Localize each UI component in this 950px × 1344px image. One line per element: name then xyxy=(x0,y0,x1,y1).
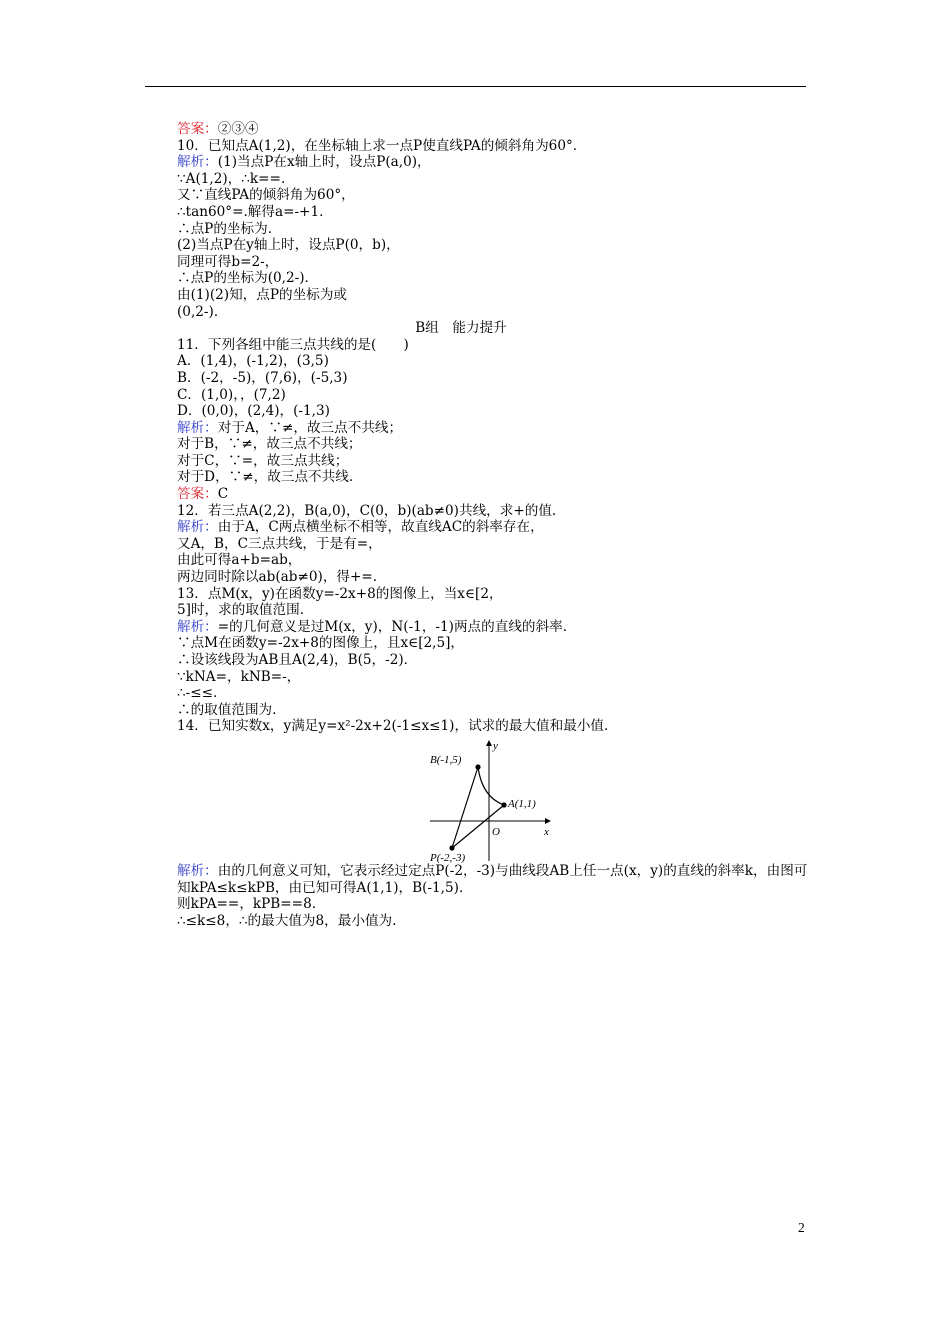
analysis-text: 对于A，∵≠，故三点不共线； xyxy=(217,419,403,436)
q10-line: ∴tan60°=.解得a=-+1. xyxy=(177,203,324,220)
q10-line: ∴点P的坐标为. xyxy=(177,220,273,237)
line-pb xyxy=(452,767,478,848)
q10-line: 由(1)(2)知，点P的坐标为或 xyxy=(177,286,348,303)
answer-label: 答案： xyxy=(177,486,218,503)
analysis-text: (1)当点P在x轴上时，设点P(a,0)， xyxy=(217,154,431,171)
q10-line: (2)当点P在y轴上时，设点P(0，b)， xyxy=(177,237,400,254)
header-rule xyxy=(145,86,806,87)
q14-line: 则kPA==，kPB==8. xyxy=(177,896,317,913)
q13-analysis-line xyxy=(177,619,809,636)
q12-analysis-line xyxy=(177,519,809,536)
q11-answer-line xyxy=(177,486,809,503)
analysis-label: 解析： xyxy=(177,618,218,635)
q14-analysis-line xyxy=(177,863,809,896)
q10-line: ∴点P的坐标为(0,2-)． xyxy=(177,270,319,287)
label-x: x xyxy=(544,825,549,838)
q10-line: 又∵直线PA的倾斜角为60°， xyxy=(177,187,355,204)
q14-figure xyxy=(177,735,809,863)
q12-line: 两边同时除以ab(ab≠0)，得+=. xyxy=(177,569,378,586)
curve-ab xyxy=(478,767,504,805)
q10-analysis-line xyxy=(177,154,809,171)
q12-stem: 12．若三点A(2,2)，B(a,0)，C(0，b)(ab≠0)共线，求+的值. xyxy=(177,502,557,519)
q13-stem: 13．点M(x，y)在函数y=-2x+8的图像上，当x∈[2， xyxy=(177,585,503,602)
q11-line: 对于B，∵≠，故三点不共线； xyxy=(177,436,362,453)
q11-line: 对于C，∵=，故三点共线； xyxy=(177,452,349,469)
q13-line: ∴-≤≤. xyxy=(177,685,218,702)
analysis-text: =的几何意义是过M(x，y)，N(-1，-1)两点的直线的斜率. xyxy=(217,618,568,635)
q10-line: ∵A(1,2)，∴k==. xyxy=(177,170,286,187)
q14-stem: 14．已知实数x，y满足y=x²-2x+2(-1≤x≤1)，试求的最大值和最小值. xyxy=(177,718,609,735)
analysis-text: 由的几何意义可知，它表示经过定点P(-2，-3)与曲线段AB上任一点(x，y)的直线的斜率k，由图可知kPA≤k≤kPB，由已知可得A(1,1)，B(-1,5)． xyxy=(177,862,808,896)
label-y: y xyxy=(493,739,498,752)
label-origin: O xyxy=(492,825,500,838)
q13-line: ∵点M在函数y=-2x+8的图像上，且x∈[2,5]， xyxy=(177,635,465,652)
analysis-label: 解析： xyxy=(177,419,218,436)
page-number: 2 xyxy=(798,1220,805,1235)
label-p: P(-2,-3) xyxy=(430,851,466,863)
q14-line: ∴≤k≤8，∴的最大值为8，最小值为. xyxy=(177,912,397,929)
q13-line: ∵kNA=，kNB=-， xyxy=(177,668,301,685)
q11-option: A．(1,4)，(-1,2)，(3,5) xyxy=(177,353,329,370)
q10-answer-line xyxy=(177,121,809,138)
q11-option: D．(0,0)，(2,4)，(-1,3) xyxy=(177,403,330,420)
q13-line: ∴设该线段为AB且A(2,4)，B(5，-2)． xyxy=(177,652,418,668)
point-a xyxy=(501,802,506,807)
answer-label: 答案： xyxy=(177,121,218,137)
analysis-text: 由于A，C两点横坐标不相等，故直线AC的斜率存在， xyxy=(217,519,544,536)
q11-stem: 11．下列各组中能三点共线的是( ) xyxy=(177,336,409,353)
analysis-label: 解析： xyxy=(177,154,218,171)
section-b-title: B组 能力提升 xyxy=(415,320,507,337)
q12-line: 又A，B，C三点共线，于是有=， xyxy=(177,535,382,552)
q11-line: 对于D，∵≠，故三点不共线. xyxy=(177,469,354,486)
q10-line: 同理可得b=2-， xyxy=(177,253,279,270)
label-a: A(1,1) xyxy=(508,797,536,810)
q11-option: C．(1,0)，，(7,2) xyxy=(177,386,286,403)
analysis-label: 解析： xyxy=(177,862,218,879)
answer-value: C xyxy=(217,486,229,503)
q13-line: ∴的取值范围为. xyxy=(177,701,277,718)
q10-stem: 10．已知点A(1,2)，在坐标轴上求一点P使直线PA的倾斜角为60°． xyxy=(177,137,587,154)
q10-line: (0,2-)． xyxy=(177,303,228,320)
label-b: B(-1,5) xyxy=(430,753,462,766)
document-body xyxy=(177,121,809,929)
q12-line: 由此可得a+b=ab， xyxy=(177,552,302,569)
q14-graph xyxy=(422,735,562,863)
q13-stem-cont: 5]时，求的取值范围. xyxy=(177,602,305,619)
q11-analysis-line xyxy=(177,420,809,437)
point-p xyxy=(449,845,454,850)
point-b xyxy=(475,764,480,769)
q11-option: B．(-2，-5)，(7,6)，(-5,3) xyxy=(177,369,348,386)
answer-value: ②③④ xyxy=(217,121,259,137)
analysis-label: 解析： xyxy=(177,519,218,536)
